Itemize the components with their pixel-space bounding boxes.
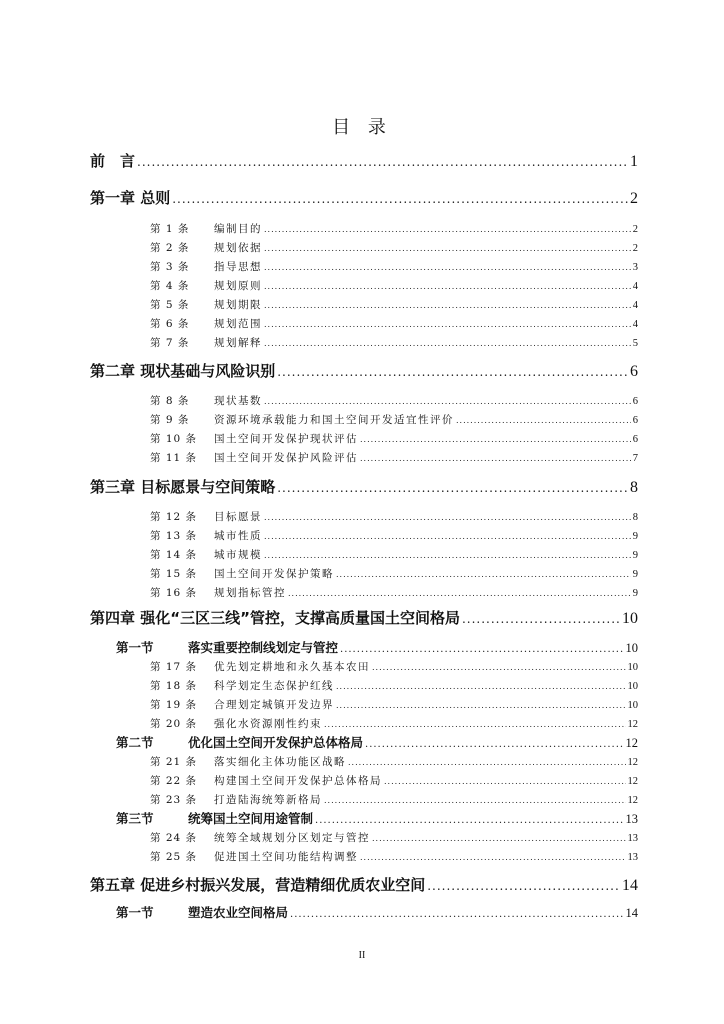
article-number: 第 19 条 [150, 699, 198, 711]
article-number: 第 18 条 [150, 680, 198, 692]
article-number: 第 5 条 [150, 299, 190, 311]
leader-dots [264, 532, 631, 541]
article-number: 第 13 条 [150, 530, 198, 542]
page-number: 14 [622, 877, 638, 894]
entry-label: 第四章 强化“三区三线”管控，支撑高质量国土空间格局 [90, 609, 460, 627]
toc-entry-article[interactable] [150, 509, 638, 524]
toc-entry-section[interactable] [116, 809, 638, 827]
toc-entry-article[interactable] [150, 716, 638, 731]
page-number: 9 [632, 531, 638, 542]
leader-dots [336, 682, 626, 691]
leader-dots [290, 909, 623, 920]
page-number: 10 [625, 641, 638, 655]
page-number: 2 [632, 243, 638, 254]
leader-dots [264, 301, 631, 310]
leader-dots [384, 777, 626, 786]
leader-dots [324, 720, 626, 729]
toc-entry-article[interactable] [150, 240, 638, 255]
article-title: 国土空间开发保护现状评估 [214, 433, 358, 445]
leader-dots [336, 570, 631, 579]
toc-entry-article[interactable] [150, 335, 638, 350]
toc-entry-chapter[interactable] [90, 874, 638, 895]
page-number: 7 [632, 453, 638, 464]
page-number: 8 [632, 512, 638, 523]
toc-entry-chapter[interactable] [90, 150, 638, 171]
page-number: 3 [632, 262, 638, 273]
article-title: 构建国土空间开发保护总体格局 [214, 775, 382, 787]
leader-dots [365, 739, 623, 750]
article-number: 第 15 条 [150, 568, 198, 580]
article-title: 统筹全域规划分区划定与管控 [214, 832, 370, 844]
toc-entry-chapter[interactable] [90, 607, 638, 628]
article-number: 第 8 条 [150, 395, 190, 407]
article-title: 国土空间开发保护风险评估 [214, 452, 358, 464]
leader-dots [360, 853, 626, 862]
page-number: 12 [627, 757, 638, 768]
toc-entry-section[interactable] [116, 638, 638, 656]
toc-entry-article[interactable] [150, 297, 638, 312]
article-number: 第 12 条 [150, 511, 198, 523]
leader-dots [372, 663, 626, 672]
toc-entry-article[interactable] [150, 316, 638, 331]
article-number: 第 16 条 [150, 587, 198, 599]
leader-dots [264, 397, 631, 406]
article-number: 第 3 条 [150, 261, 190, 273]
page-number: 6 [630, 363, 638, 380]
toc-entry-article[interactable] [150, 431, 638, 446]
page-number: 13 [627, 852, 638, 863]
leader-dots [264, 244, 631, 253]
section-title: 统筹国土空间用途管制 [188, 811, 314, 826]
leader-dots [324, 796, 626, 805]
toc-entry-article[interactable] [150, 221, 638, 236]
page-number: 9 [632, 550, 638, 561]
article-title: 强化水资源刚性约束 [214, 718, 322, 730]
leader-dots [264, 513, 631, 522]
article-title: 目标愿景 [214, 511, 262, 523]
toc-entry-article[interactable] [150, 259, 638, 274]
article-number: 第 2 条 [150, 242, 190, 254]
toc-entry-article[interactable] [150, 773, 638, 788]
article-number: 第 21 条 [150, 756, 198, 768]
section-number: 第三节 [116, 811, 154, 826]
leader-dots [288, 589, 631, 598]
article-number: 第 17 条 [150, 661, 198, 673]
article-title: 规划期限 [214, 299, 262, 311]
article-title: 指导思想 [214, 261, 262, 273]
article-title: 促进国土空间功能结构调整 [214, 851, 358, 863]
toc-entry-chapter[interactable] [90, 476, 638, 497]
toc-entry-article[interactable] [150, 754, 638, 769]
page-number: 4 [632, 300, 638, 311]
toc-entry-article[interactable] [150, 678, 638, 693]
page-number: 13 [625, 812, 638, 826]
leader-dots [372, 834, 626, 843]
page-number: 9 [632, 588, 638, 599]
entry-label: 第一章 总则 [90, 189, 171, 207]
article-title: 规划依据 [214, 242, 262, 254]
page-number: 4 [632, 281, 638, 292]
leader-dots [462, 612, 620, 626]
leader-dots [348, 758, 626, 767]
article-title: 规划解释 [214, 337, 262, 349]
toc-entry-chapter[interactable] [90, 360, 638, 381]
article-title: 规划原则 [214, 280, 262, 292]
article-title: 城市规模 [214, 549, 262, 561]
leader-dots [137, 155, 628, 169]
article-title: 落实细化主体功能区战略 [214, 756, 346, 768]
article-title: 规划范围 [214, 318, 262, 330]
article-number: 第 7 条 [150, 337, 190, 349]
toc-entry-article[interactable] [150, 697, 638, 712]
leader-dots [456, 416, 631, 425]
toc-entry-chapter[interactable] [90, 187, 638, 208]
page-number: 12 [627, 719, 638, 730]
leader-dots [277, 481, 628, 495]
article-number: 第 24 条 [150, 832, 198, 844]
leader-dots [340, 644, 623, 655]
entry-label: 第三章 目标愿景与空间策略 [90, 478, 276, 496]
leader-dots [264, 282, 631, 291]
page-number: 12 [627, 776, 638, 787]
toc-entry-article[interactable] [150, 849, 638, 864]
page-number: 4 [632, 319, 638, 330]
article-title: 城市性质 [214, 530, 262, 542]
leader-dots [264, 551, 631, 560]
toc-title: 目 录 [332, 117, 392, 138]
page-number: 8 [630, 479, 638, 496]
section-title: 塑造农业空间格局 [188, 905, 289, 920]
entry-label: 第二章 现状基础与风险识别 [90, 362, 276, 380]
leader-dots [427, 879, 620, 893]
page-number: 14 [625, 906, 638, 920]
toc-entry-article[interactable] [150, 278, 638, 293]
leader-dots [172, 192, 628, 206]
article-number: 第 1 条 [150, 223, 190, 235]
page-number: 6 [632, 415, 638, 426]
article-number: 第 23 条 [150, 794, 198, 806]
leader-dots [264, 320, 631, 329]
page-number: 13 [627, 833, 638, 844]
article-title: 科学划定生态保护红线 [214, 680, 334, 692]
section-number: 第二节 [116, 735, 154, 750]
toc-entry-article[interactable] [150, 585, 638, 600]
section-number: 第一节 [116, 640, 154, 655]
page-number: 2 [632, 224, 638, 235]
page-number: 12 [625, 736, 638, 750]
page-number: 6 [632, 434, 638, 445]
toc-entry-section[interactable] [116, 903, 638, 921]
entry-label: 前 言 [90, 152, 136, 170]
leader-dots [264, 225, 631, 234]
article-number: 第 20 条 [150, 718, 198, 730]
page-number: 2 [630, 190, 638, 207]
leader-dots [336, 701, 626, 710]
article-number: 第 6 条 [150, 318, 190, 330]
article-number: 第 14 条 [150, 549, 198, 561]
article-title: 资源环境承载能力和国土空间开发适宜性评价 [214, 414, 454, 426]
leader-dots [360, 454, 631, 463]
leader-dots [360, 435, 631, 444]
page-number: 12 [627, 795, 638, 806]
toc-entry-article[interactable] [150, 528, 638, 543]
article-title: 国土空间开发保护策略 [214, 568, 334, 580]
toc-entry-article[interactable] [150, 412, 638, 427]
page-number: 10 [627, 700, 638, 711]
article-title: 现状基数 [214, 395, 262, 407]
toc-entry-article[interactable] [150, 450, 638, 465]
toc-entry-section[interactable] [116, 733, 638, 751]
article-title: 打造陆海统筹新格局 [214, 794, 322, 806]
article-title: 合理划定城镇开发边界 [214, 699, 334, 711]
entry-label: 第五章 促进乡村振兴发展，营造精细优质农业空间 [90, 876, 426, 894]
article-title: 规划指标管控 [214, 587, 286, 599]
leader-dots [264, 339, 631, 348]
toc-entry-article[interactable] [150, 792, 638, 807]
section-number: 第一节 [116, 905, 154, 920]
article-title: 优先划定耕地和永久基本农田 [214, 661, 370, 673]
article-number: 第 10 条 [150, 433, 198, 445]
toc-entry-article[interactable] [150, 393, 638, 408]
toc-entry-article[interactable] [150, 659, 638, 674]
leader-dots [315, 815, 623, 826]
section-title: 落实重要控制线划定与管控 [188, 640, 339, 655]
page-number: 10 [627, 681, 638, 692]
toc-entry-article[interactable] [150, 830, 638, 845]
article-number: 第 4 条 [150, 280, 190, 292]
article-number: 第 22 条 [150, 775, 198, 787]
article-title: 编制目的 [214, 223, 262, 235]
leader-dots [277, 365, 628, 379]
article-number: 第 25 条 [150, 851, 198, 863]
page-number: 10 [627, 662, 638, 673]
page-footer-number: II [358, 950, 366, 961]
toc-entry-article[interactable] [150, 547, 638, 562]
leader-dots [264, 263, 631, 272]
toc-entry-article[interactable] [150, 566, 638, 581]
page-number: 5 [632, 338, 638, 349]
article-number: 第 11 条 [150, 452, 198, 464]
article-number: 第 9 条 [150, 414, 190, 426]
page-number: 10 [622, 610, 638, 627]
page-number: 6 [632, 396, 638, 407]
page-number: 9 [632, 569, 638, 580]
page-number: 1 [630, 153, 638, 170]
section-title: 优化国土空间开发保护总体格局 [188, 735, 364, 750]
